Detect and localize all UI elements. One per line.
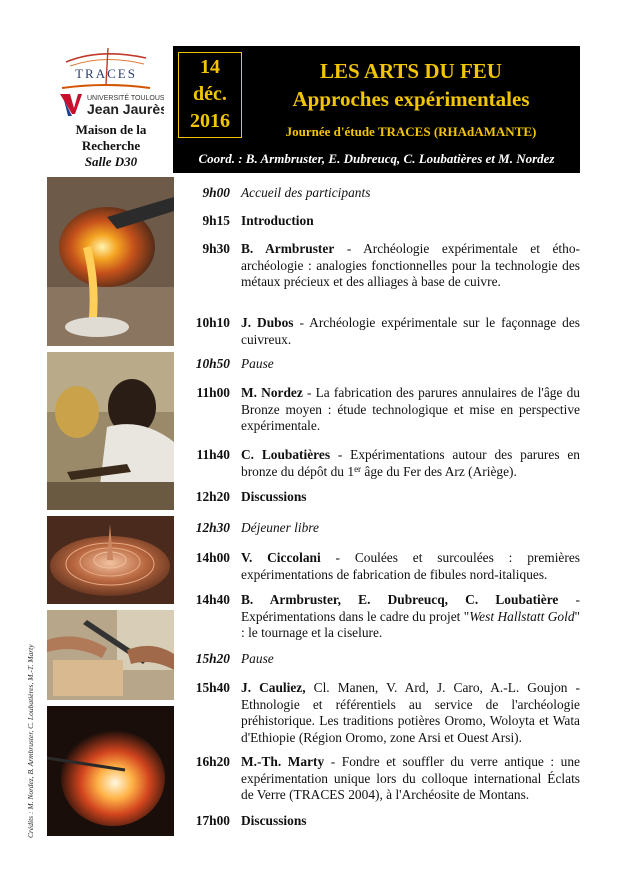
program-description: [241, 447, 580, 480]
program-time: 9h30: [202, 241, 230, 256]
program-project-name: West Hallstatt Gold: [469, 608, 575, 624]
photo-craftsman-working: [47, 352, 174, 510]
svg-text:Jean Jaurès: Jean Jaurès: [87, 101, 164, 117]
program-title: Introduction: [241, 213, 314, 228]
photo-hands-forging: [47, 610, 174, 700]
program-text: - Expérimentations dans le cadre du projet ": [241, 592, 580, 624]
traces-logo: [60, 44, 152, 90]
svg-text:UNIVERSITÉ TOULOUSE: UNIVERSITÉ TOULOUSE: [87, 95, 164, 102]
title-line1: LES ARTS DU FEU: [320, 59, 502, 83]
venue-room: Salle D30: [84, 154, 138, 169]
photo-glass-furnace: [47, 706, 174, 836]
program-text: - Archéologie expérimentale sur le façonnage des cuivreux.: [241, 315, 580, 347]
program-speaker: B. Armbruster, E. Dubreucq, C. Loubatière: [241, 592, 559, 607]
program-description: [241, 592, 580, 642]
program-title: Pause: [241, 356, 274, 371]
photo-copper-spiral: [47, 516, 174, 604]
program-time: 9h15: [202, 213, 230, 228]
program-time: 14h40: [195, 592, 230, 607]
program-text-superscript: er: [354, 463, 362, 474]
program-text: - Archéologie expérimentale et étho-archéologie : analogies fonctionnelles pour la technologie des métaux précieux et des alliages à base de cuivre.: [241, 241, 580, 289]
program-description: [241, 550, 580, 583]
venue-line2: Recherche: [81, 138, 141, 153]
svg-text:TRACES: TRACES: [75, 66, 137, 81]
program-text: - Fondre et souffler du verre antique : une expérimentation unique lors du colloque international Éclats de Verre (TRACES 2004), à l'Archéosite de Montans.: [241, 754, 581, 802]
program-time: 15h40: [195, 680, 230, 695]
event-date: [178, 52, 242, 138]
program-text: - Coulées et surcoulées : premières expérimentations de fabrication de fibules nord-italiques.: [241, 550, 580, 582]
program-time: 12h20: [195, 489, 230, 504]
program-time: 11h40: [196, 447, 230, 462]
program-time: 17h00: [195, 813, 230, 828]
program-time: 12h30: [195, 520, 230, 535]
program-speaker: B. Armbruster: [241, 241, 335, 256]
event-subtitle: Journée d'étude TRACES (RHAdAMANTE): [285, 124, 537, 139]
program-description: [241, 385, 580, 435]
photo-credits: Crédits : M. Nordez, B. Armbruster, C. Loubatières, M.-T. Marty: [26, 644, 35, 838]
date-month: déc.: [193, 83, 227, 105]
program-title: Accueil des participants: [241, 185, 371, 200]
program-title: Discussions: [241, 813, 307, 828]
program-title: Pause: [241, 651, 274, 666]
program-time: 11h00: [196, 385, 230, 400]
program-time: 10h50: [195, 356, 230, 371]
program-time: 9h00: [202, 185, 230, 200]
program-description: [241, 754, 580, 804]
program-time: 15h20: [195, 651, 230, 666]
program-description: [241, 680, 580, 746]
program-text: " : le tournage et la ciselure.: [241, 608, 580, 640]
program-description: [241, 241, 580, 291]
program-title: Déjeuner libre: [241, 520, 319, 535]
date-day: 14: [200, 56, 220, 78]
program-speaker: M.-Th. Marty: [241, 754, 325, 769]
program-text: - La fabrication des parures annulaires de l'âge du Bronze moyen : étude technologique et mise en perspective expérimentale.: [241, 385, 580, 433]
program-speaker: J. Dubos: [241, 315, 294, 330]
program-speaker: C. Loubatières: [241, 447, 331, 462]
program-time: 14h00: [195, 550, 230, 565]
program-text: Cl. Manen, V. Ard, J. Caro, A.-L. Goujon - Ethnologie et référentiels au service de l'archéologie préhistorique. Les traditions potières Oromo, Woloyta et Wata d'Ethiopie (Région Oromo, zone Arsi et Ouest Arsi).: [241, 680, 580, 745]
program-speaker: J. Cauliez,: [241, 680, 306, 695]
photo-molten-metal-pouring: [47, 177, 174, 346]
program-text: - Expérimentations autour des parures en bronze du dépôt du 1: [241, 447, 581, 479]
program-title: Discussions: [241, 489, 307, 504]
venue-line1: Maison de la: [75, 122, 147, 137]
event-header: [173, 46, 580, 173]
event-coordinators: Coord. : B. Armbruster, E. Dubreucq, C. Loubatières et M. Nordez: [198, 151, 555, 166]
program-time: 10h10: [195, 315, 230, 330]
title-line2: Approches expérimentales: [292, 87, 530, 111]
event-title: [248, 57, 574, 113]
venue-info: [52, 122, 170, 170]
program-time: 16h20: [195, 754, 230, 769]
program-speaker: V. Ciccolani: [241, 550, 321, 565]
program-description: [241, 315, 580, 348]
university-logo: [60, 90, 164, 120]
date-year: 2016: [190, 110, 230, 132]
program-speaker: M. Nordez: [241, 385, 303, 400]
program-text: âge du Fer des Arz (Ariège).: [361, 463, 517, 479]
